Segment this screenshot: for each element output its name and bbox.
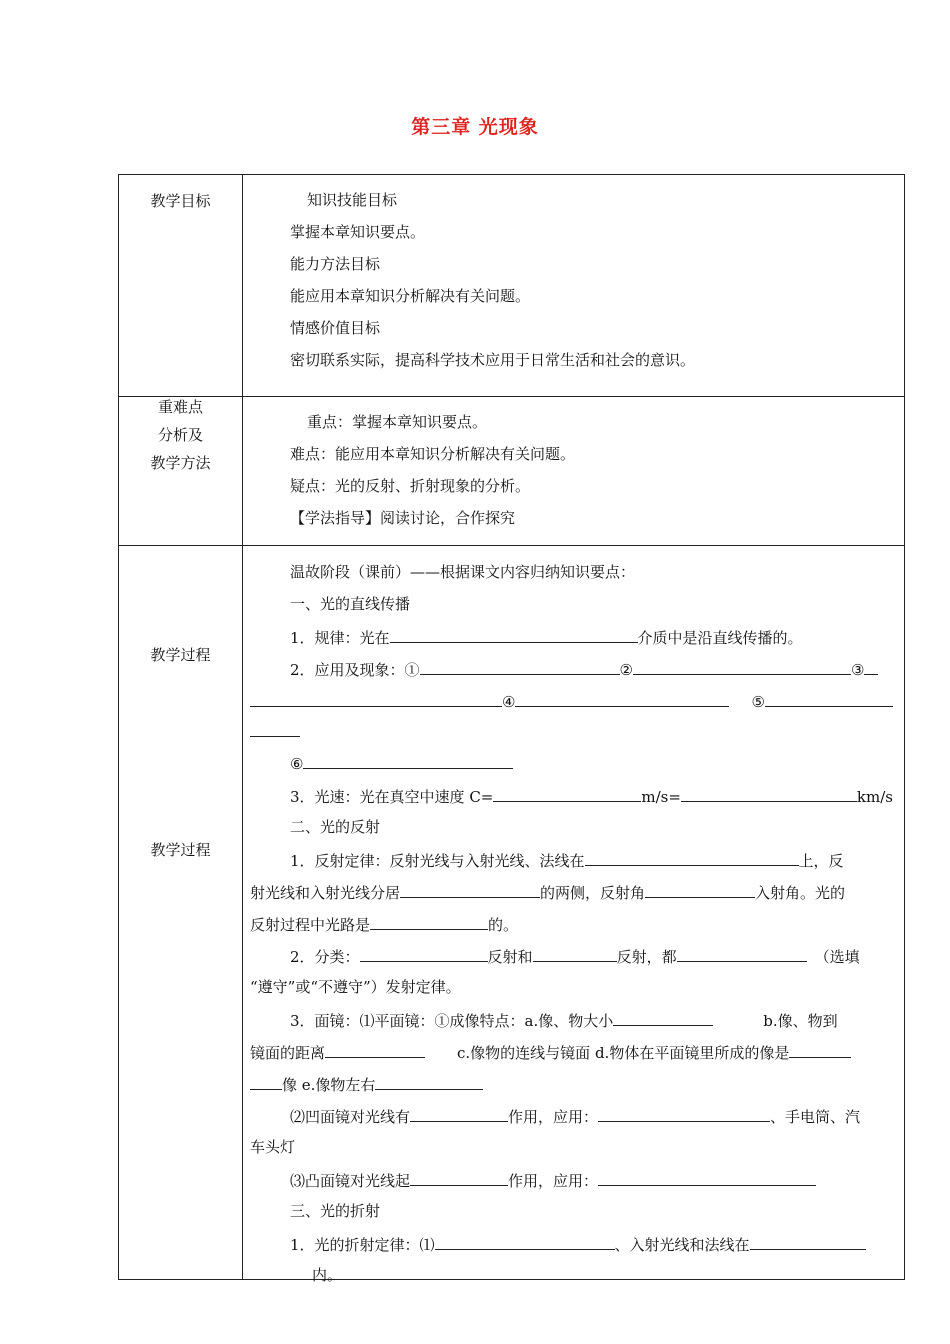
question-line: 1．规律：光在 介质中是沿直线传播的。 xyxy=(290,626,803,648)
fill-blank[interactable] xyxy=(325,1041,425,1058)
fill-blank[interactable] xyxy=(789,1041,851,1058)
question-line: 2．分类： 反射和 反射，都 （选填 xyxy=(290,945,860,967)
fill-blank[interactable] xyxy=(633,658,851,675)
page-title: 第三章 光现象 xyxy=(411,116,539,138)
fill-blank[interactable] xyxy=(420,658,620,675)
fill-blank[interactable] xyxy=(677,945,807,962)
review-intro: 温故阶段（课前）——根据课文内容归纳知识要点： xyxy=(290,563,636,581)
key-points-label-1: 重难点 xyxy=(157,398,203,416)
goal-heading: 能力方法目标 xyxy=(290,255,381,273)
question-line: 像 e.像物左右 xyxy=(250,1073,483,1095)
fill-blank[interactable] xyxy=(390,626,638,643)
question-line: 反射过程中光路是 的。 xyxy=(250,913,518,935)
goal-text: 能应用本章知识分析解决有关问题。 xyxy=(290,287,531,305)
content-column xyxy=(243,175,904,1284)
fill-blank[interactable] xyxy=(613,1009,713,1026)
question-line: 1．反射定律：反射光线与入射光线、法线在 上，反 xyxy=(290,849,844,871)
key-points-label-2: 分析及 xyxy=(157,426,203,444)
fill-blank[interactable] xyxy=(360,945,488,962)
fill-blank[interactable] xyxy=(435,1233,615,1250)
goal-text: 掌握本章知识要点。 xyxy=(290,223,426,241)
question-line: 1．光的折射定律：⑴ 、入射光线和法线在 xyxy=(290,1233,866,1255)
fill-blank[interactable] xyxy=(250,690,502,707)
teaching-process-label: 教学过程 xyxy=(150,841,211,859)
fill-blank[interactable] xyxy=(585,849,799,866)
question-line: 射光线和入射光线分居 的两侧，反射角 入射角。光的 xyxy=(250,881,845,903)
goal-text: 密切联系实际，提高科学技术应用于日常生活和社会的意识。 xyxy=(290,351,696,369)
study-guidance: 【学法指导】阅读讨论，合作探究 xyxy=(290,509,516,527)
fill-blank[interactable] xyxy=(864,658,878,675)
fill-blank[interactable] xyxy=(645,881,755,898)
fill-blank[interactable] xyxy=(250,720,300,737)
fill-blank[interactable] xyxy=(598,1169,816,1186)
fill-blank[interactable] xyxy=(400,881,540,898)
question-line: 2．应用及现象：① ② ③ xyxy=(290,658,878,680)
fill-blank[interactable] xyxy=(375,1073,483,1090)
lesson-table xyxy=(118,174,905,1284)
doubt-point: 疑点：光的反射、折射现象的分析。 xyxy=(290,477,531,495)
fill-blank[interactable] xyxy=(370,913,488,930)
section-heading: 三、光的折射 xyxy=(290,1202,381,1220)
question-line: ⑥ xyxy=(290,752,513,774)
question-line: ⑵凹面镜对光线有 作用，应用： 、手电筒、汽 xyxy=(290,1105,860,1127)
question-line: 3．面镜：⑴平面镜：①成像特点：a.像、物大小 b.像、物到 xyxy=(290,1009,838,1031)
fill-blank[interactable] xyxy=(765,690,893,707)
question-line xyxy=(250,720,300,742)
fill-blank[interactable] xyxy=(410,1169,508,1186)
key-point: 重点：掌握本章知识要点。 xyxy=(307,413,488,431)
section-heading: 二、光的反射 xyxy=(290,818,381,836)
fill-blank[interactable] xyxy=(493,785,641,802)
question-line: ④ ⑤ xyxy=(250,690,893,712)
section-heading: 一、光的直线传播 xyxy=(290,595,411,613)
teaching-goals-label: 教学目标 xyxy=(150,192,211,210)
goal-heading: 情感价值目标 xyxy=(290,319,381,337)
question-line: 内。 xyxy=(250,1263,342,1285)
fill-blank[interactable] xyxy=(533,945,617,962)
question-line: 3．光速：光在真空中速度 C= m/s= km/s xyxy=(290,785,893,807)
key-points-label-3: 教学方法 xyxy=(150,454,211,472)
question-line: “遵守”或“不遵守”）发射定律。 xyxy=(250,978,461,996)
goal-heading: 知识技能目标 xyxy=(307,191,398,209)
fill-blank[interactable] xyxy=(250,1073,282,1090)
difficult-point: 难点：能应用本章知识分析解决有关问题。 xyxy=(290,445,576,463)
fill-blank[interactable] xyxy=(410,1105,508,1122)
fill-blank[interactable] xyxy=(750,1233,866,1250)
fill-blank[interactable] xyxy=(303,752,513,769)
fill-blank[interactable] xyxy=(598,1105,770,1122)
fill-blank[interactable] xyxy=(515,690,729,707)
question-line: ⑶凸面镜对光线起 作用，应用： xyxy=(290,1169,816,1191)
fill-blank[interactable] xyxy=(250,1263,312,1280)
fill-blank[interactable] xyxy=(681,785,857,802)
teaching-process-label: 教学过程 xyxy=(150,646,211,664)
question-line: 车头灯 xyxy=(250,1138,296,1156)
question-line: 镜面的距离 c.像物的连线与镜面 d.物体在平面镜里所成的像是 xyxy=(250,1041,851,1063)
